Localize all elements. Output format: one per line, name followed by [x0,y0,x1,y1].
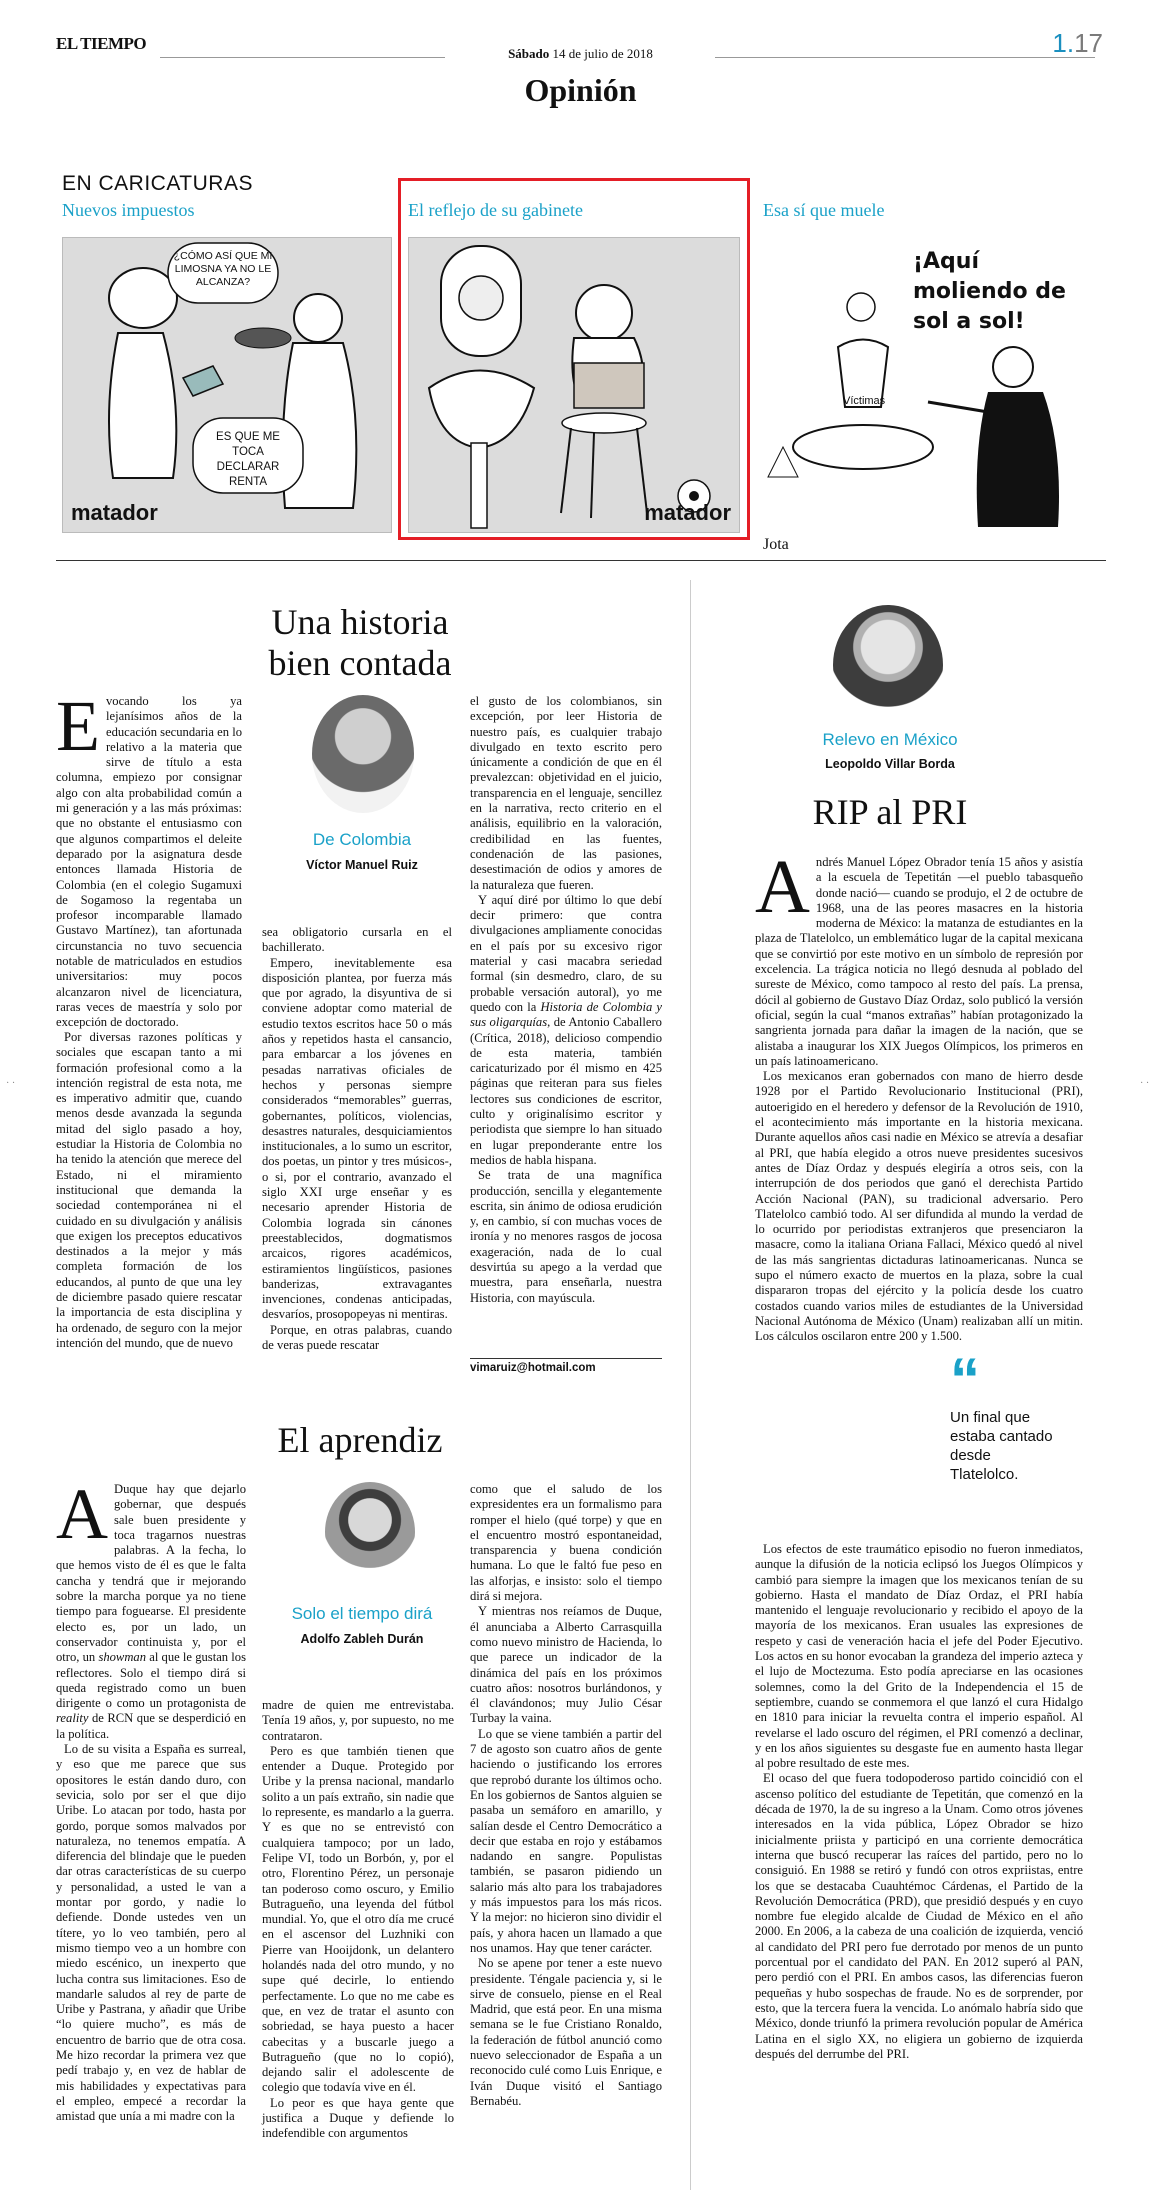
article3-p1 [755,845,1083,1069]
cartoon-3-bubble: ¡Aquí moliendo de sol a sol! [913,249,1066,334]
section-title: Opinión [524,72,637,108]
pullquote-mark-icon: “ [950,1346,980,1413]
article2-dropcap: A [56,1474,108,1554]
article3-column-name: Relevo en México [822,730,958,749]
dateline-day: Sábado [508,46,550,61]
article1-col3-p2-a: Y aquí diré por último lo que debí decir primero: que contra divulgaciones ampliamente conocidas en el país por su excesivo rigor material y casi macabra seriedad formal (sin desmedro, claro, de su probable versación autoral), yo me quedo con la [470,892,662,1014]
article3-p4: El ocaso del que fuera todopoderoso partido coincidió con el ascenso político del estudiante de Tepetitán, que comenzó en la década de 1970, la de su ingreso a la Unam. Como otros jóvenes interesados en la vida pública, López Obrador se hizo inicialmente priista y participó en una corriente democrática interna que buscó recuperar las raíces del partido, pero no lo consiguió. En 1988 se retiró y fundó con otros expriistas, entre los que se destacaba Cuauhtémoc Cárdenas, el Partido de la Revolución Democrática (PRD), que presidió después y en cuyo nombre fue elegido alcalde de Ciudad de México en el año 2000. En 2006, a la cabeza de una coalición de izquierda, venció al candidato del PRI pero fue derrotado por menos de un punto porcentual por el candidato del PAN. En 2012 superó al PAN, pero perdió con el PRI. En ambos casos, las diferencias fueron pequeñas y hubo sospechas de fraude. No es de sorprender, por esto, que la tercera fuera la vencida. Lo anómalo habría sido que México, donde triunfó la primera revolución popular de América Latina en el siglo XX, no eligiera un gobierno de izquierda después del derrumbe del PRI. [755,1771,1083,2061]
article2-col1-em2: reality [56,1711,89,1726]
article1-email[interactable]: vimaruiz@hotmail.com [470,1362,596,1374]
newspaper-logo: EL TIEMPO [56,34,147,53]
article2-col2-p3: Lo peor es que haya gente que justifica a Duque y defiende lo indefendible con argumentos [262,2095,454,2141]
article1-col3-p3: Se trata de una magnífica producción, sencilla y elegantemente escrita, sin ánimo de odiosa erudición y, en cambio, sí con muchas voces de ironía y no menores rasgos de jocosa exageración, nada de lo cual desvirtúa su apego a la verdad que muestra, para enseñarla, nuestra Historia, con mayúscula. [470,1168,662,1305]
dateline [0,46,1161,62]
cartoon-3-label: Víctimas [843,395,886,407]
article1-email-rule [470,1358,662,1359]
article2-col3-p1: como que el saludo de los expresidentes era un formalismo para romper el hielo (qué torpe) y que en el encuentro mostró espontaneidad, transparencia y buena condición humana. Lo que le faltó fue peso en las alforjas, e insisto: solo el tiempo dirá si mejora. [470,1482,662,1604]
article2-col2 [262,1698,454,2142]
article1-dropcap: E [56,686,100,766]
article1-col1-top [56,686,243,1031]
article1-author: Víctor Manuel Ruiz [306,858,418,872]
article1-col3-book-title: Historia de Colombia y sus oligarquías [470,999,662,1030]
cartoons-heading: EN CARICATURAS [62,172,253,195]
cartoon-1-bubble-1: ¿CÓMO ASÍ QUE MI LIMOSNA YA NO LE ALCANZA? [173,250,273,288]
article2-col1-p1 [56,1474,246,1742]
article2-author-photo [325,1482,415,1582]
cartoon-1-image [62,237,392,533]
article2-column-name: Solo el tiempo dirá [291,1604,433,1623]
article2-col1 [56,1474,246,2124]
article1-col1-p1: vocando los ya lejanísimos años de la educación secundaria en lo relativo a la materia que sirve de título a esta columna, empiezo por consignar algo con alta probabilidad común a mi generación y a las más próximas: que no obstante el entusiasmo con que algunos compartimos el deleite deparado por la asignatura desde entonces llamada Historia de Colombia (en el colegio Sugamuxi de Sogamoso la regentaba un profesor incomparable llamado Gustavo Martínez), tan afortunada circunstancia no tuvo secuencia notable de matriculados en estudios universitarios: muy pocos alcanzaron nivel de licenciatura, raras veces de maestría y solo por excepción de doctorado. [56,694,243,1030]
article2-col2-p1: madre de quien me entrevistaba. Tenía 19 años, y, por supuesto, no me contrataron. [262,1698,454,1743]
cartoon-2-signature: matador [644,500,731,525]
article2-col3 [470,1482,662,2109]
article1-author-photo [312,695,414,813]
left-margin-mark: · · [6,1078,16,1089]
cartoon-3-image [763,237,1096,553]
cartoon-highlight-frame [398,178,750,540]
page-number-prefix: 1. [1052,28,1075,58]
article3-p2: Los mexicanos eran gobernados con mano de hierro desde 1928 por el Partido Revolucionario Institucional (PRI), autoerigido en el heredero y defensor de la Revolución de 1910, el acontecimiento más importante en la historia mexicana. Durante aquellos años casi nadie en México se atrevía a desafiar al PRI, que había elegido a otros nueve presidentes sucesivos antes de Díaz Ordaz y después elegiría a otros seis, con la interrupción de dos periodos que ganó el derechista Partido Acción Nacional (PAN), su tradicional adversario. Pero Tlatelolco cambió todo. Al ser difundida al mundo la verdad de lo ocurrido por periodistas extranjeros que presenciaron la masacre, como la italiana Oriana Fallaci, México quedó al nivel de las más sangrientas dictaduras latinoamericanas. Nunca se supo el número exacto de muertos en la plaza, sobre la cual dispararon tropas del ejército y la policía desde los cuatro costados cuando varios miles de estudiantes de la Universidad Nacional Autónoma de México (Unam) realizaban allí un mitin. Los cálculos oscilaron entre 200 y 1.500. [755,1069,1083,1344]
article1-title-line1: Una historia [271,602,449,642]
article3-author-photo [833,605,943,725]
cartoon-2-title: El reflejo de su gabinete [408,200,583,220]
article3-author: Leopoldo Villar Borda [825,757,955,771]
page-number-value: 17 [1074,28,1103,58]
article3-dropcap: A [755,845,810,929]
article2-title: El aprendiz [277,1420,443,1460]
article2-col3-p3: Lo que se viene también a partir del 7 de agosto son cuatro años de gente haciendo o justificando los errores que reprobó durante los últimos ocho. En los gobiernos de Santos alguien se pasaba un semáforo en amarillo, y salían desde el Centro Democrático a decir que estaba en rojo y estábamos nadando en sangre. Populistas también, se pasaron pidiendo un salario más alto para los trabajadores y más impuestos para los más ricos. Y la mejor: no hicieron sino dividir el país, y ahora hacen un llamado a que nos unamos. Hay que tener carácter. [470,1726,662,1955]
article3-body-top [755,845,1083,1345]
cartoon-separator [56,560,1106,561]
article2-col3-p2: Y mientras nos reíamos de Duque, él anunciaba a Alberto Carrasquilla como nuevo ministro de Hacienda, lo que parece un indicador de la dinámica del país en los próximos cuatro años: nosotros burlándonos, y él clavándonos; muy Julio César Turbay la vaina. [470,1604,662,1726]
article1-col2-p3: Porque, en otras palabras, cuando de veras puede rescatar [262,1322,452,1353]
dateline-date: 14 de julio de 2018 [552,46,653,61]
article3-p1-text: ndrés Manuel López Obrador tenía 15 años y asistía a la escuela de Tepetitán —el pueblo tabasqueño donde nació— cuando se produjo, el 2 de octubre de 1968, una de las peores masacres en la historia moderna de México: la matanza de estudiantes en la plaza de Tlatelolco, un emblemático lugar de la capital mexicana que se convirtió por este motivo en un símbolo de represión por excelencia. La trágica noticia no llegó desnuda al poblado del sureste de México, como tampoco al resto del país. La prensa, dócil al gobierno de Gustavo Díaz Ordaz, solo publicó la versión oficial, según la cual “manos extrañas” habían protagonizado la sangrienta jornada para dañar la imagen de la nación, que se alistaba a inaugurar los XIX Juegos Olímpicos, los primeros en un país latinoamericano. [755,855,1083,1068]
cartoon-3-title: Esa sí que muele [763,200,885,220]
article1-title [230,602,490,685]
article1-col3-p2-b: , de Antonio Caballero (Crítica, 2018), delicioso compendio de esta materia, también caricaturizado por él mismo en 425 páginas que reiteran para sus fieles lectores sus condiciones de escritor, culto y originalísimo escritor y periodista que siempre lo han situado en lugar preponderante entre los medios de habla hispana. [470,1015,662,1167]
article1-col1-p2: Por diversas razones políticas y sociales que escapan tanto a mi formación profesional como a la intención registral de esta nota, me es imperativo admitir que, cuando menos desde avanzada la segunda mitad del siglo pasado a hoy, estudiar la Historia de Colombia no ha tenido la atención que merece del Estado, ni el miramiento institucional que demanda la sociedad contemporánea ni el cuidado en su divulgación y análisis que exigen los preceptos educativos destinados a la mejor y más completa formación de los educandos, al punto de que una ley de diciembre pasado quiere rescatar la importancia de esta disciplina y ha ordenado, de seguro con la mejor intención del mundo, que de nuevo [56,1030,242,1350]
article1-col2-p2: Empero, inevitablemente esa disposición plantea, por fuerza más que por agrado, la disyuntiva de si conviene adoptar como material de estudio textos escritos hace 50 o más años y repetidos hasta el cansancio, para embarcar a los jóvenes en pesadas narrativas oficiales de hechos y personas siempre considerados “memorables” guerras, gobernantes, políticos, violencias, desastres naturales, desquiciamientos institucionales, a lo sumo un escritor, dos poetas, un pintor y tres músicos-, o si, por el contrario, avanzado el siglo XXI urge enseñar y es necesario aprender Historia de Colombia lograda sin cánones preestablecidos, dogmatismos arcaicos, rigores académicos, estiramientos lingüísticos, pasiones banderizas, extravagantes invenciones, condenas anticipadas, desvaríos, prosopopeyas ni mentiras. [262,955,452,1322]
article1-col2-p1: sea obligatorio cursarla en el bachillerato. [262,925,452,955]
pullquote: Un final que estaba cantado desde Tlatelolco. [950,1409,1053,1483]
column-divider [690,580,691,2190]
article1-title-line2: bien contada [268,643,452,684]
article2-col2-p2: Pero es que también tienen que entender a Duque. Protegido por Uribe y la prensa nacional, mandarlo solito a un país extraño, sin nadie que lo represente, es mandarlo a la guerra. Y es que no se entrevistó con cualquiera tampoco; por un lado, Felipe VI, todo un Borbón, y, por el otro, Florentino Pérez, un personaje tan poderoso como oscuro, y Emilio Butragueño, una leyenda del fútbol mundial. Yo, que el otro día me crucé en el ascensor del Luzhniki con Pierre van Hooijdonk, un delantero holandés nada del otro mundo, y no supe qué decirle, lo entiendo perfectamente. Lo que no me cabe es que, en vez de tratar el asunto con sobriedad, se haya puesto a hacer cabecitas y a buscarle juego a Butragueño (que no lo copió), dejando salir el adolescente de colegio que todavía vive en él. [262,1743,454,2095]
article2-col1-p1-b: al que le gustan los reflectores. Solo el tiempo dirá si queda registrado como un buen dirigente o como un protagonista de [56,1650,246,1711]
article3-p3: Los efectos de este traumático episodio no fueron inmediatos, aunque la difusión de la noticia eclipsó los Juegos Olímpicos y cambió para siempre la imagen que los mexicanos tenían de su gobierno. Hasta el mandato de Díaz Ordaz, el PRI había mantenido el lenguaje revolucionario y recibido el apoyo de la mayoría de los mexicanos. Eran usuales las expresiones de respeto y casi de veneración hacia el jefe del Poder Ejecutivo. Los actos en su honor evocaban la grandeza del imperio azteca y el lujo de Moctezuma. Esto podía apreciarse en las ocasiones solemnes, como la del Grito de la Independencia el 15 de septiembre, cuando se conmemora el que lanzó el cura Hidalgo en 1810 para iniciar la revuelta contra el imperio español. Al revelarse el lado oscuro del régimen, el PRI comenzó a declinar, y en los años siguientes su desgaste fue en aumento hasta llegar al pobre resultado de este mes. [755,1542,1083,1771]
article1-col2 [262,925,452,1353]
article2-col1-p1-a: Duque hay que dejarlo gobernar, que después sale buen presidente y toca tragarnos nuestras palabras. A la fecha, lo que hemos visto de él es que le falta cancha y tendrá que ir mejorando sobre la marcha porque ya no tiene tiempo para foguearse. El presidente electo es, por un lado, un conservador continuista y, por el otro, un [56,1482,246,1665]
page-number [1052,28,1103,59]
cartoon-1-signature: matador [71,500,158,525]
right-margin-mark: · · [1140,1078,1150,1089]
cartoon-3-signature: Jota [763,536,789,553]
article1-col3-p1: el gusto de los colombianos, sin excepción, por leer Historia de nuestro país, es cualquier trabajo divulgado en texto escrito pero únicamente a condición de que en él prevalezcan: objetividad en el juicio, transparencia en el lenguaje, sencillez en la narrativa, recto criterio en el análisis, equilibrio en la valoración, credibilidad en las fuentes, condenación de las pasiones, desestimación de odios y amores de la naturaleza que fueren. [470,694,662,892]
article2-author: Adolfo Zableh Durán [300,1632,424,1646]
article3-body-bottom [755,1542,1083,2062]
article3-title: RIP al PRI [812,792,968,832]
article1-col3-p2 [470,893,662,1168]
article2-col3-p4: No se apene por tener a este nuevo presidente. Téngale paciencia y, si le sirve de consuelo, piense en el Real Madrid, que está peor. En una misma semana se le fue Cristiano Ronaldo, la federación de fútbol anunció como nuevo seleccionador de España a un reconocido culé como Luis Enrique, e Iván Duque visitó el Santiago Bernabéu. [470,1956,662,2108]
article2-col1-p2: Lo de su visita a España es surreal, y eso que me parece que sus opositores le están dando duro, con sevicia, solo por ser el que dijo Uribe. Lo atacan por todo, hasta por gordo, porque somos malvados por naturaleza, no tenemos empatía. A diferencia del blindaje que le pueden dar otras características de su cuerpo y personalidad, a usted le van a montar por gordo, y nadie lo defiende. Donde ustedes ven un títere, yo lo veo también, pero al mismo tiempo veo a un hombre con miedo escénico, un inexperto que lucha contra sus limitaciones. Eso de mandarle saludos al rey de parte de Uribe y Pastrana, y añadir que Uribe “lo quiere mucho”, es más de encuentro de barrio que de otra cosa. Me hizo recordar la primera vez que pedí trabajo y, en vez de hablar de mis habilidades y expectativas para el empleo, empecé a recordar la amistad que unía a mi madre con la [56,1742,246,2124]
cartoon-1-bubble-2: ES QUE ME TOCA DECLARAR RENTA [216,431,280,488]
article2-col1-p1-c: de RCN que se desperdició en la política. [56,1711,246,1741]
article1-col3 [470,694,662,1306]
article1-column-name: De Colombia [312,830,412,849]
cartoon-1-title: Nuevos impuestos [62,200,195,220]
article2-col1-em1: showman [98,1650,147,1665]
